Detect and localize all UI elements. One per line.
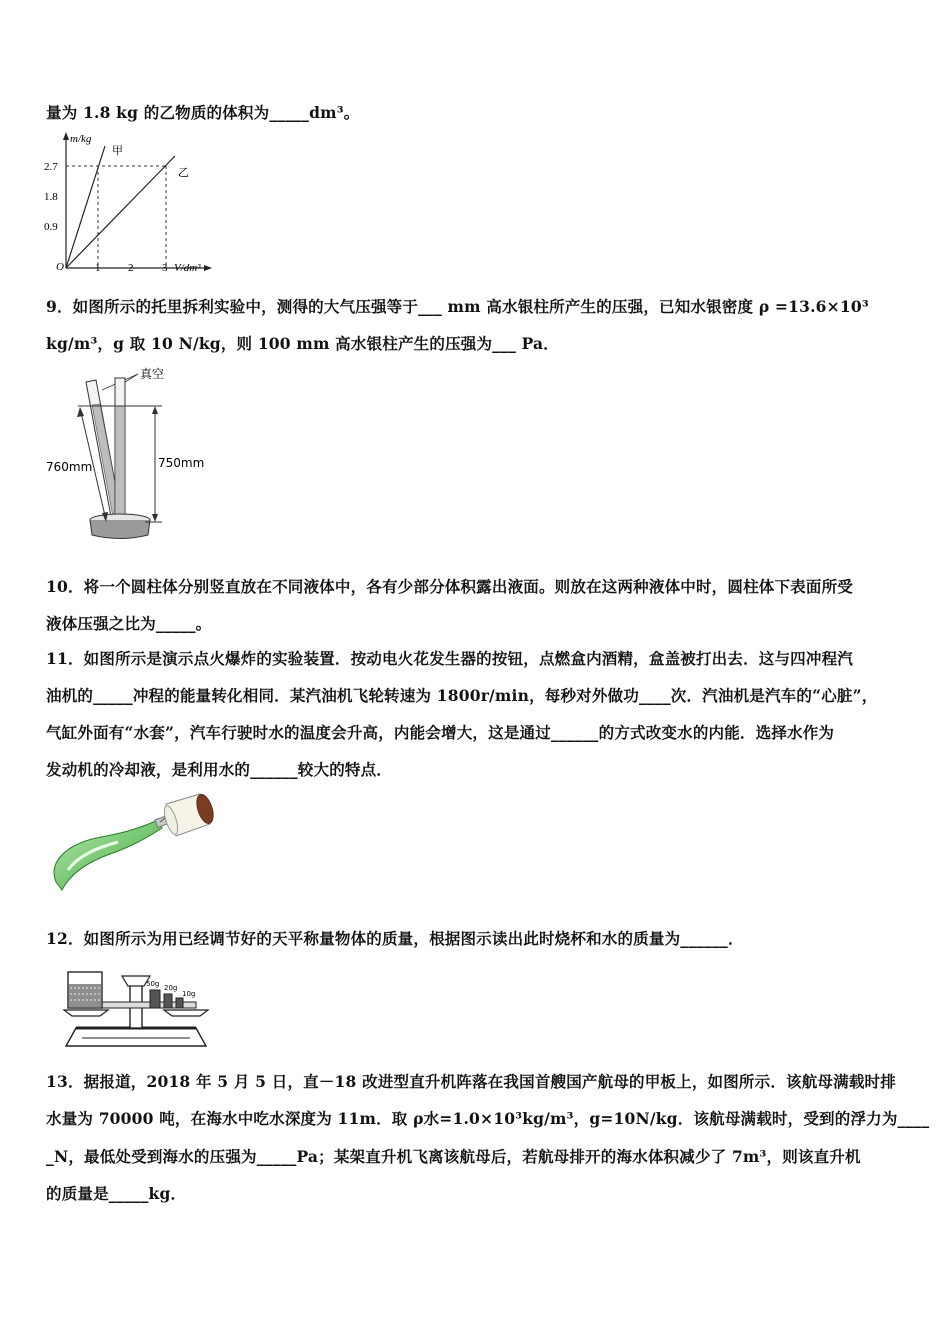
question-13-line-4: 的质量是_____kg．: [46, 1184, 187, 1203]
origin-label: O: [56, 261, 64, 273]
question-13-line-1: 13．据报道，2018 年 5 月 5 日，直－18 改进型直升机阵落在我国首艘国产航母的甲板上，如图所示．该航母满载时排: [46, 1072, 896, 1091]
right-length-label: 750mm: [158, 456, 205, 470]
question-9-line-1: 9．如图所示的托里拆利实验中，测得的大气压强等于___ mm 高水银柱所产生的压强，已知水银密度 ρ =13.6×10³: [46, 297, 869, 316]
question-11-line-2: 油机的_____冲程的能量转化相同．某汽油机飞轮转速为 1800r/min，每秒对外做功____次．汽油机是汽车的“心脏”，: [46, 686, 878, 705]
label-jia: 甲: [112, 145, 123, 157]
balance-figure: [56, 958, 216, 1053]
x-tick-3: 3: [162, 262, 168, 274]
line-yi: [66, 156, 175, 268]
spark-ignition-figure: [48, 790, 223, 900]
y-axis-label: m/kg: [70, 133, 92, 145]
label-yi: 乙: [178, 167, 189, 179]
y-tick-2.7: 2.7: [44, 161, 58, 173]
question-8-tail: 量为 1.8 kg 的乙物质的体积为_____dm³。: [46, 103, 360, 122]
question-9-line-2: kg/m³，g 取 10 N/kg，则 100 mm 高水银柱产生的压强为___ Pa．: [46, 334, 560, 353]
torricelli-figure: [40, 360, 230, 545]
question-11-line-4: 发动机的冷却液，是利用水的______较大的特点．: [46, 760, 393, 779]
question-13-line-2: 水量为 70000 吨，在海水中吃水深度为 11m．取 ρ水=1.0×10³kg/m³，g=10N/kg．该航母满载时，受到的浮力为____: [46, 1109, 930, 1128]
question-10-line-2: 液体压强之比为_____。: [46, 614, 212, 633]
question-11-line-1: 11．如图所示是演示点火爆炸的实验装置．按动电火花发生器的按钮，点燃盒内酒精，盒盖被打出去．这与四冲程汽: [46, 649, 853, 668]
weight-20g: 20g: [164, 984, 178, 992]
question-12-line-1: 12．如图所示为用已经调节好的天平称量物体的质量，根据图示读出此时烧杯和水的质量为______．: [46, 929, 744, 948]
question-10-line-1: 10．将一个圆柱体分别竖直放在不同液体中，各有少部分体积露出液面。则放在这两种液体中时，圆柱体下表面所受: [46, 577, 853, 596]
question-11-line-3: 气缸外面有“水套”，汽车行驶时水的温度会升高，内能会增大，这是通过______的方式改变水的内能．选择水作为: [46, 723, 835, 742]
y-tick-1.8: 1.8: [44, 191, 58, 203]
left-length-label: 760mm: [46, 460, 93, 474]
weight-10g: 10g: [182, 990, 196, 998]
x-tick-2: 2: [128, 262, 134, 274]
line-jia: [66, 146, 105, 268]
x-tick-1: 1: [95, 262, 101, 274]
x-axis-label: V/dm³: [174, 262, 201, 274]
question-13-line-3: _N，最低处受到海水的压强为_____Pa；某架直升机飞离该航母后，若航母排开的海水体积减少了 7m³，则该直升机: [46, 1147, 861, 1166]
mass-volume-graph: [38, 128, 218, 278]
y-tick-0.9: 0.9: [44, 221, 58, 233]
vacuum-label: 真空: [140, 367, 165, 381]
weight-50g: 50g: [146, 980, 160, 988]
